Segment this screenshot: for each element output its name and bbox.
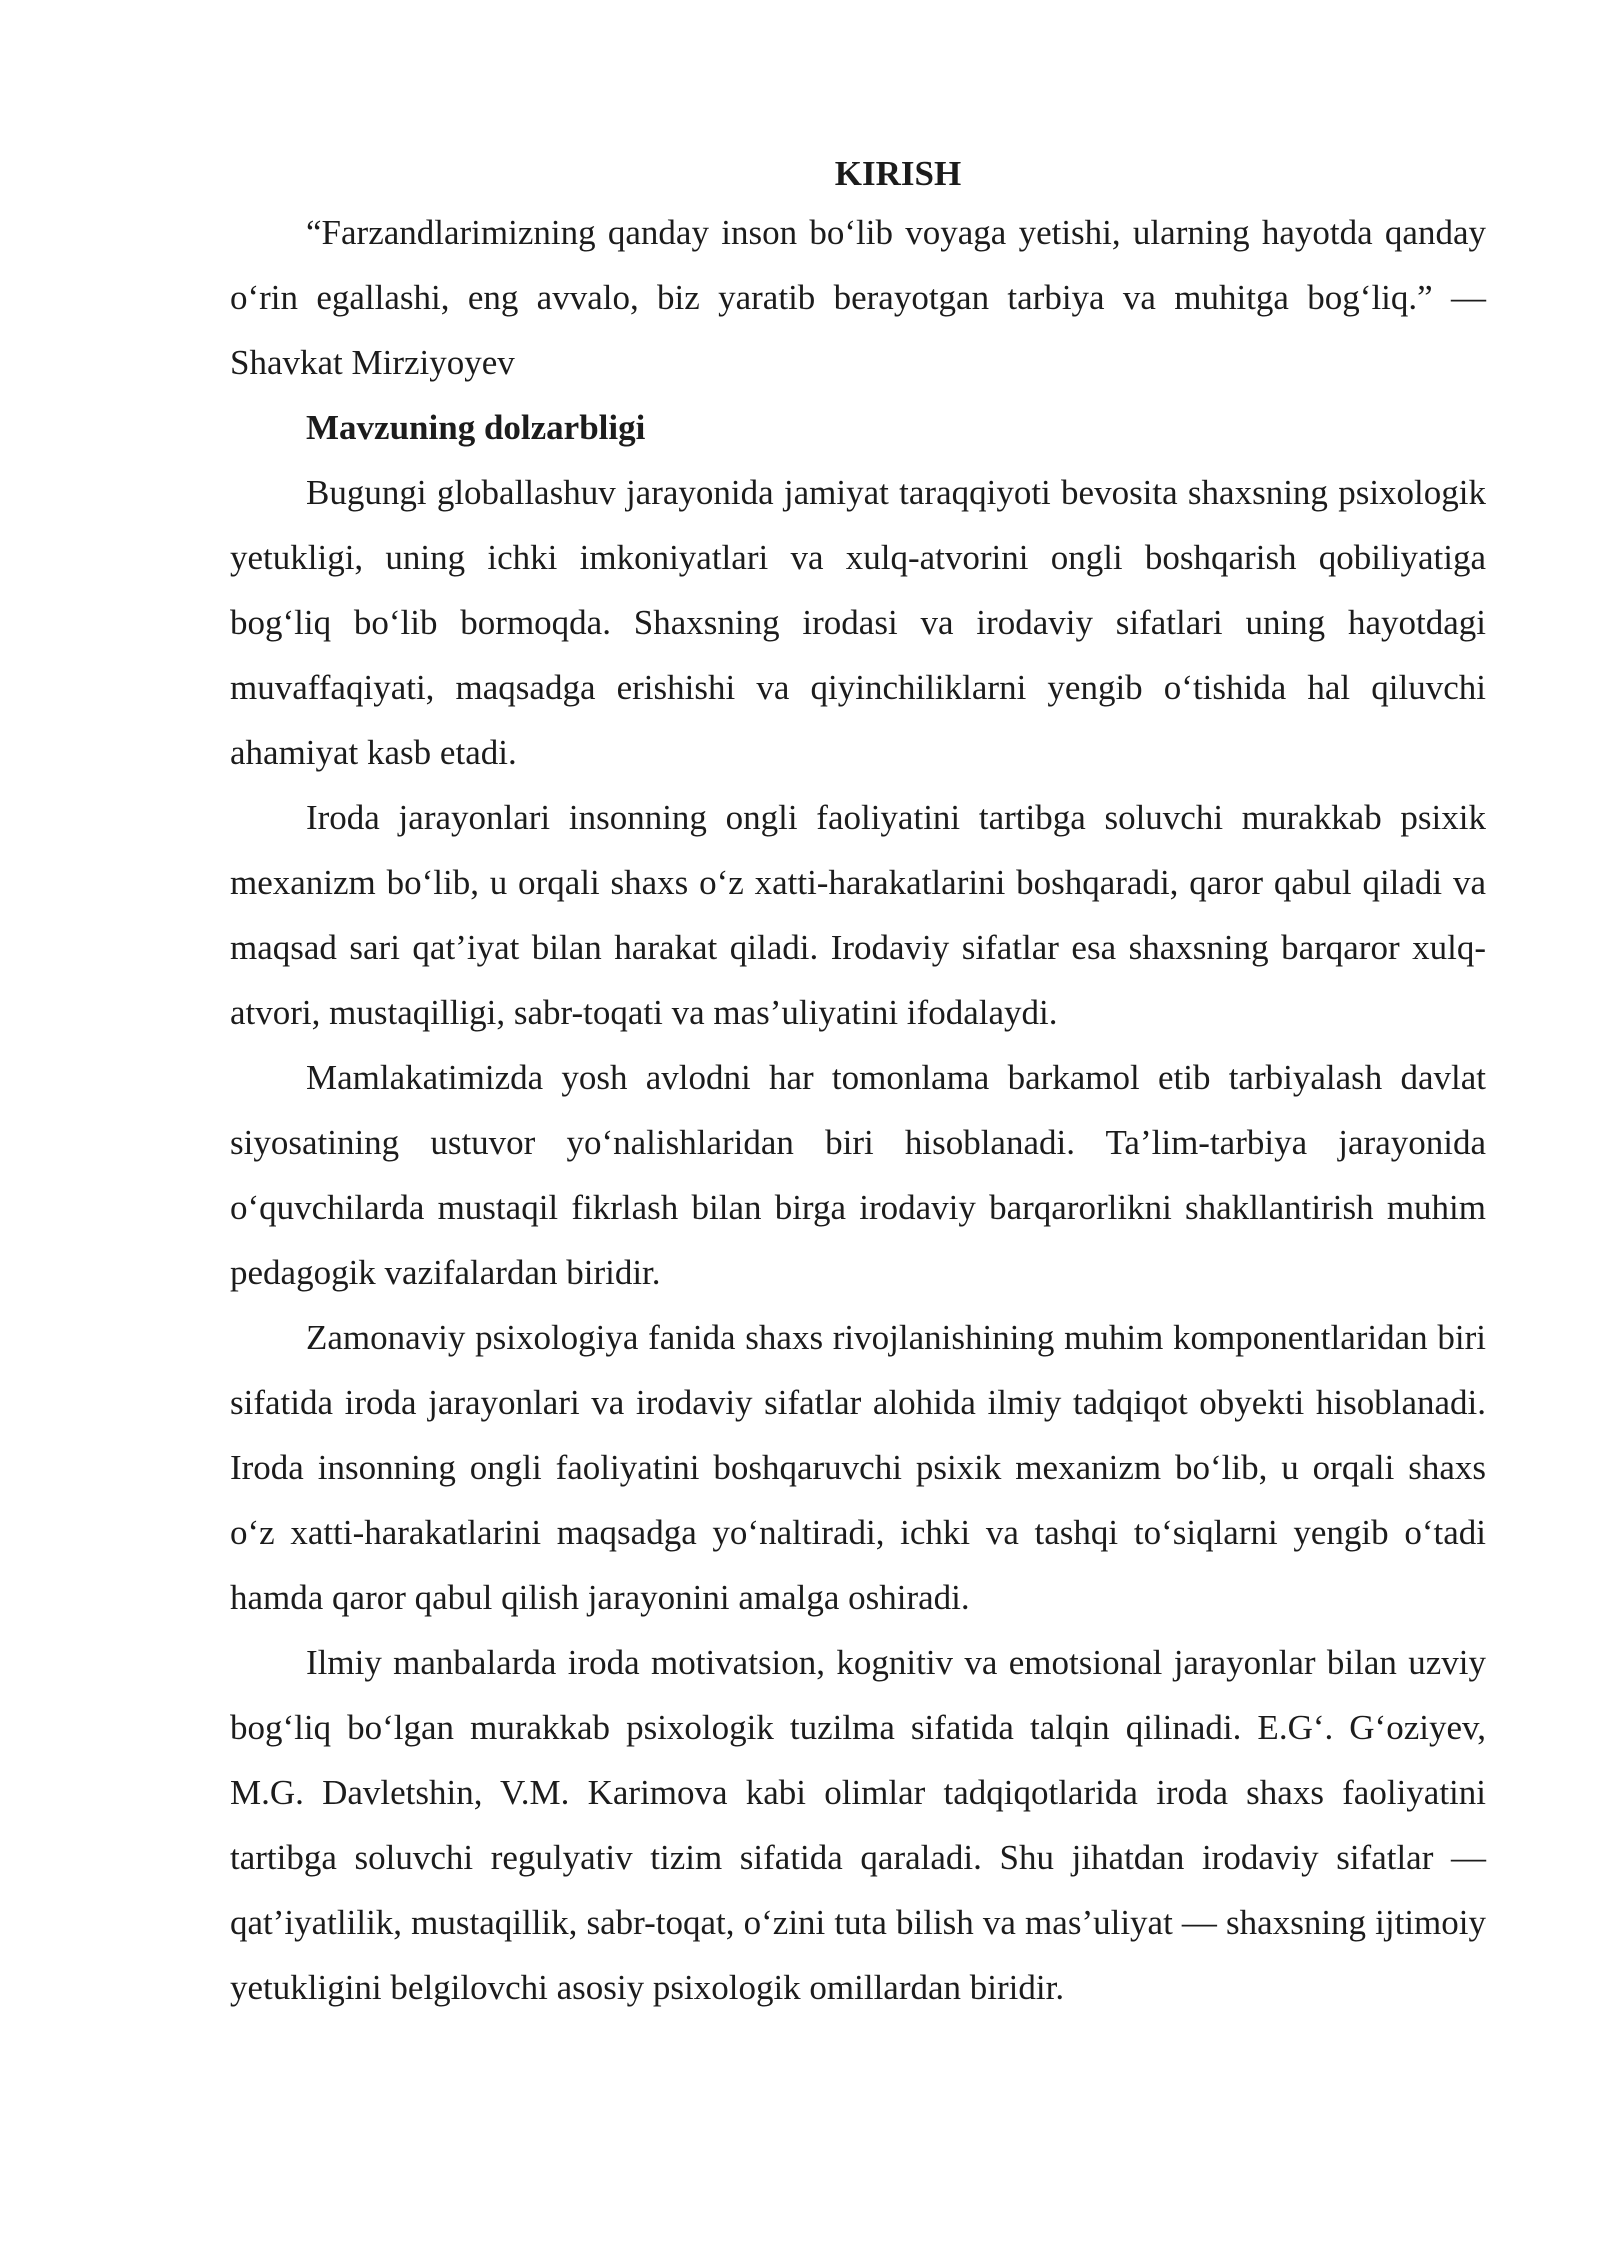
body-paragraph-5: Ilmiy manbalarda iroda motivatsion, kognitiv va emotsional jarayonlar bilan uzviy bog‘liq bo‘lgan murakkab psixologik tuzilma sifatida talqin qilinadi. E.G‘. G‘oziyev, M.G. Davletshin, V.M. Karimova kabi olimlar tadqiqotlarida iroda shaxs faoliyatini tartibga soluvchi regulyativ tizim sifatida qaraladi. Shu jihatdan irodaviy sifatlar — qat’iyatlilik, mustaqillik, sabr-toqat, o‘zini tuta bilish va mas’uliyat — shaxsning ijtimoiy yetukligini belgilovchi asosiy psixologik omillardan biridir. — [230, 1643, 1486, 2007]
document-page — [230, 148, 1486, 2020]
body-paragraph-2: Iroda jarayonlari insonning ongli faoliyatini tartibga soluvchi murakkab psixik mexanizm bo‘lib, u orqali shaxs o‘z xatti-harakatlarini boshqaradi, qaror qabul qiladi va maqsad sari qat’iyat bilan harakat qiladi. Irodaviy sifatlar esa shaxsning barqaror xulq-atvori, mustaqilligi, sabr-toqati va mas’uliyatini ifodalaydi. — [230, 798, 1486, 1032]
section-heading: Mavzuning dolzarbligi — [306, 408, 646, 447]
body-paragraph-3: Mamlakatimizda yosh avlodni har tomonlama barkamol etib tarbiyalash davlat siyosatining ustuvor yo‘nalishlaridan biri hisoblanadi. Ta’lim-tarbiya jarayonida o‘quvchilarda mustaqil fikrlash bilan birga irodaviy barqarorlikni shakllantirish muhim pedagogik vazifalardan biridir. — [230, 1058, 1486, 1292]
epigraph-paragraph: “Farzandlarimizning qanday inson bo‘lib voyaga yetishi, ularning hayotda qanday o‘rin egallashi, eng avvalo, biz yaratib berayotgan tarbiya va muhitga bog‘liq.” — Shavkat Mirziyoyev — [230, 213, 1486, 382]
body-paragraph-4: Zamonaviy psixologiya fanida shaxs rivojlanishining muhim komponentlaridan biri sifatida iroda jarayonlari va irodaviy sifatlar alohida ilmiy tadqiqot obyekti hisoblanadi. Iroda insonning ongli faoliyatini boshqaruvchi psixik mexanizm bo‘lib, u orqali shaxs o‘z xatti-harakatlarini maqsadga yo‘naltiradi, ichki va tashqi to‘siqlarni yengib o‘tadi hamda qaror qabul qilish jarayonini amalga oshiradi. — [230, 1318, 1486, 1617]
body-paragraph-1: Bugungi globallashuv jarayonida jamiyat taraqqiyoti bevosita shaxsning psixologik yetukligi, uning ichki imkoniyatlari va xulq-atvorini ongli boshqarish qobiliyatiga bog‘liq bo‘lib bormoqda. Shaxsning irodasi va irodaviy sifatlari uning hayotdagi muvaffaqiyati, maqsadga erishishi va qiyinchiliklarni yengib o‘tishida hal qiluvchi ahamiyat kasb etadi. — [230, 473, 1486, 772]
document-title: KIRISH — [834, 154, 962, 193]
